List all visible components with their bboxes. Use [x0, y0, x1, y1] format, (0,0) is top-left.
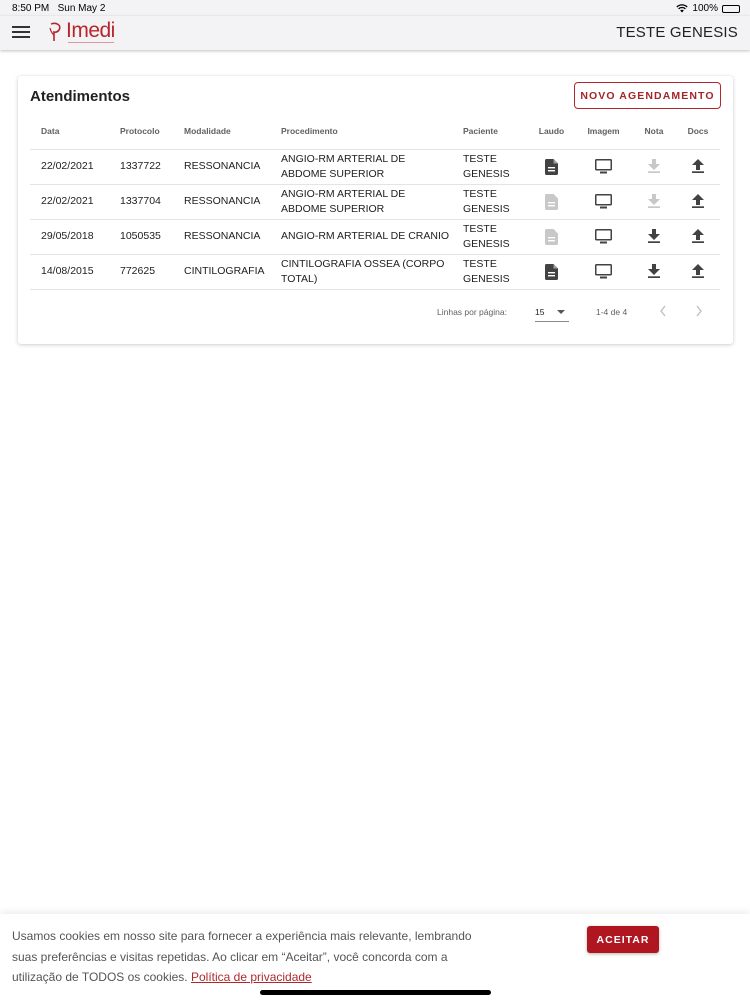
cell-procedure: ANGIO-RM ARTERIAL DE ABDOME SUPERIOR: [270, 184, 452, 219]
column-header-paciente[interactable]: Paciente: [463, 126, 498, 137]
cell-patient: TESTE GENESIS: [452, 254, 528, 289]
cell-procedure: ANGIO-RM ARTERIAL DE ABDOME SUPERIOR: [270, 149, 452, 184]
caret-down-icon: [557, 310, 565, 314]
battery-icon: [722, 5, 740, 13]
table-row[interactable]: [30, 254, 720, 289]
card-title: Atendimentos: [30, 88, 131, 105]
download-icon[interactable]: [648, 264, 660, 278]
new-appointment-button[interactable]: NOVO AGENDAMENTO: [574, 82, 721, 109]
cell-docs: [676, 254, 720, 289]
column-header-data[interactable]: Data: [41, 126, 60, 137]
cell-date: 14/08/2015: [30, 254, 109, 289]
cell-patient: TESTE GENESIS: [452, 219, 528, 254]
report-icon[interactable]: [545, 159, 558, 175]
cell-docs: [676, 219, 720, 254]
logo-mark-icon: [48, 20, 64, 42]
table-row[interactable]: [30, 184, 720, 219]
download-icon: [648, 159, 660, 173]
table-header: [30, 114, 720, 149]
cell-imagem: [575, 254, 632, 289]
rows-per-page-select[interactable]: [535, 302, 569, 322]
rows-per-page-value: 15: [535, 307, 545, 317]
cell-protocol: 1337722: [109, 149, 173, 184]
cell-date: 22/02/2021: [30, 149, 109, 184]
column-header-imagem: Imagem: [587, 126, 620, 137]
cell-date: 29/05/2018: [30, 219, 109, 254]
cell-nota: [632, 219, 676, 254]
cell-laudo: [528, 149, 575, 184]
upload-icon[interactable]: [692, 194, 704, 208]
status-time-value: 8:50 PM: [12, 3, 50, 14]
upload-icon[interactable]: [692, 264, 704, 278]
cell-nota: [632, 184, 676, 219]
app-bar: [0, 16, 750, 50]
cell-protocol: 772625: [109, 254, 173, 289]
cell-protocol: 1337704: [109, 184, 173, 219]
pagination: [18, 302, 733, 322]
wifi-icon: [676, 4, 688, 13]
appointments-table: [30, 114, 720, 290]
privacy-policy-link[interactable]: Política de privacidade: [190, 970, 312, 984]
home-indicator: [260, 990, 491, 995]
column-header-procedimento[interactable]: Procedimento: [281, 126, 338, 137]
cell-procedure: ANGIO-RM ARTERIAL DE CRANIO: [270, 219, 452, 254]
battery-percent: 100%: [692, 3, 718, 14]
logo-text: Imedi: [66, 19, 115, 42]
report-icon[interactable]: [545, 264, 558, 280]
status-bar: [0, 0, 750, 16]
chevron-right-icon[interactable]: [694, 304, 704, 318]
column-header-nota: Nota: [644, 126, 664, 137]
cell-imagem: [575, 219, 632, 254]
monitor-icon[interactable]: [595, 159, 612, 174]
cell-docs: [676, 149, 720, 184]
cookie-message: Usamos cookies em nosso site para fornecer a experiência mais relevante, lembrando suas preferências e visitas repetidas. Ao clicar em “Aceitar”, você concorda com a utilização de TODOS os cookies.: [12, 929, 472, 984]
cell-nota: [632, 149, 676, 184]
upload-icon[interactable]: [692, 229, 704, 243]
column-header-laudo: Laudo: [538, 126, 565, 137]
cell-laudo: [528, 184, 575, 219]
cell-procedure: CINTILOGRAFIA OSSEA (CORPO TOTAL): [270, 254, 452, 289]
column-header-docs: Docs: [687, 126, 709, 137]
user-name[interactable]: TESTE GENESIS: [616, 24, 738, 41]
logo-underline: [68, 42, 114, 44]
cell-modality: RESSONANCIA: [173, 149, 270, 184]
page-range: 1-4 de 4: [596, 307, 628, 317]
download-icon: [648, 194, 660, 208]
download-icon[interactable]: [648, 229, 660, 243]
report-icon: [545, 194, 558, 210]
cell-laudo: [528, 219, 575, 254]
cookie-text: [12, 926, 492, 988]
cell-modality: CINTILOGRAFIA: [173, 254, 270, 289]
cell-patient: TESTE GENESIS: [452, 149, 528, 184]
cell-laudo: [528, 254, 575, 289]
status-right: [676, 3, 740, 14]
cell-imagem: [575, 184, 632, 219]
status-date: Sun May 2: [57, 3, 106, 14]
menu-icon[interactable]: [12, 24, 30, 40]
table-row[interactable]: [30, 219, 720, 254]
status-time: [12, 3, 105, 14]
cell-modality: RESSONANCIA: [173, 184, 270, 219]
cookie-banner: [0, 914, 750, 1000]
monitor-icon[interactable]: [595, 194, 612, 209]
cell-imagem: [575, 149, 632, 184]
accept-cookies-button[interactable]: ACEITAR: [587, 926, 659, 953]
column-header-modalidade[interactable]: Modalidade: [184, 126, 231, 137]
upload-icon[interactable]: [692, 159, 704, 173]
monitor-icon[interactable]: [595, 264, 612, 279]
report-icon: [545, 229, 558, 245]
monitor-icon[interactable]: [595, 229, 612, 244]
appointments-card: [18, 76, 733, 344]
cell-modality: RESSONANCIA: [173, 219, 270, 254]
cell-docs: [676, 184, 720, 219]
cell-patient: TESTE GENESIS: [452, 184, 528, 219]
logo[interactable]: [48, 20, 115, 42]
cell-nota: [632, 254, 676, 289]
column-header-protocolo[interactable]: Protocolo: [120, 126, 160, 137]
chevron-left-icon[interactable]: [658, 304, 668, 318]
table-row[interactable]: [30, 149, 720, 184]
cell-date: 22/02/2021: [30, 184, 109, 219]
cell-protocol: 1050535: [109, 219, 173, 254]
rows-per-page-label: Linhas por página:: [437, 307, 507, 317]
